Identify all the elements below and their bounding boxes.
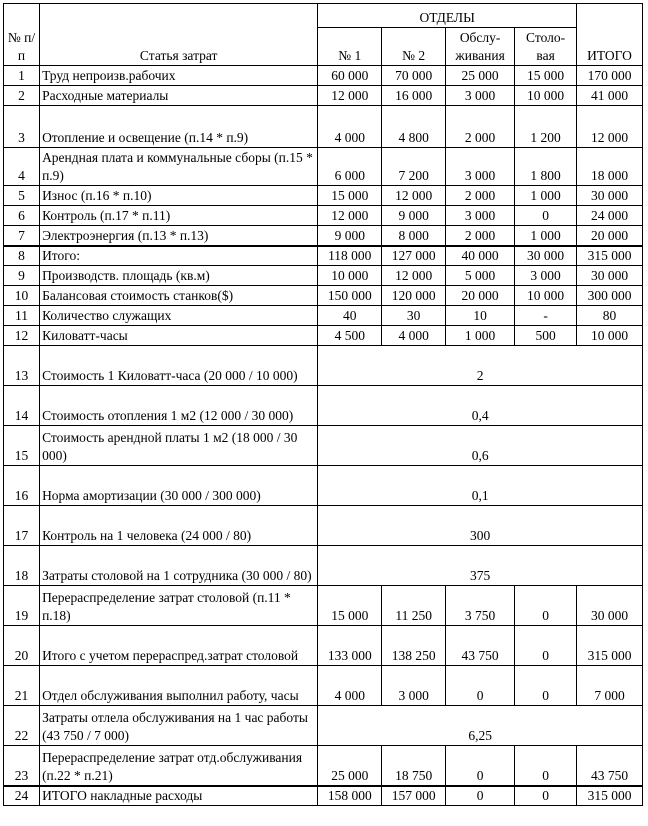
merged-value: 300 (318, 506, 643, 546)
value-dept-service: 1 000 (446, 326, 515, 346)
row-number: 16 (4, 466, 40, 506)
row-number: 7 (4, 226, 40, 246)
row-label: Количество служащих (40, 306, 318, 326)
row-number: 9 (4, 266, 40, 286)
row-label: ИТОГО накладные расходы (40, 786, 318, 806)
header-article: Статья затрат (40, 4, 318, 66)
value-dept-canteen: 1 000 (515, 226, 577, 246)
row-number: 2 (4, 86, 40, 106)
value-dept-canteen: 0 (515, 206, 577, 226)
row-label: Затраты отлела обслуживания на 1 час работы (43 750 / 7 000) (40, 706, 318, 746)
value-dept-canteen: - (515, 306, 577, 326)
value-dept-canteen: 0 (515, 626, 577, 666)
value-dept-2: 4 000 (382, 326, 446, 346)
value-dept-1: 12 000 (318, 206, 382, 226)
table-row (4, 206, 643, 226)
header-dept-2: № 2 (382, 28, 446, 66)
row-label: Перераспределение затрат отд.обслуживания (п.22 * п.21) (40, 746, 318, 786)
cost-allocation-table (3, 3, 643, 806)
header-departments: ОТДЕЛЫ (318, 4, 577, 28)
row-label: Перераспределение затрат столовой (п.11 * п.18) (40, 586, 318, 626)
value-total: 41 000 (577, 86, 643, 106)
merged-value: 2 (318, 346, 643, 386)
row-label: Труд непроизв.рабочих (40, 66, 318, 86)
value-dept-2: 18 750 (382, 746, 446, 786)
row-number: 23 (4, 746, 40, 786)
table-row (4, 746, 643, 786)
row-number: 4 (4, 148, 40, 186)
value-total: 7 000 (577, 666, 643, 706)
row-label: Электроэнергия (п.13 * п.13) (40, 226, 318, 246)
row-number: 20 (4, 626, 40, 666)
value-dept-1: 10 000 (318, 266, 382, 286)
row-number: 6 (4, 206, 40, 226)
value-dept-canteen: 30 000 (515, 246, 577, 266)
table-row (4, 426, 643, 466)
header-dept-service: Обслу-живания (446, 28, 515, 66)
row-number: 18 (4, 546, 40, 586)
value-dept-2: 12 000 (382, 266, 446, 286)
header-row-number: № п/п (4, 4, 40, 66)
row-number: 3 (4, 106, 40, 148)
value-dept-1: 133 000 (318, 626, 382, 666)
row-label: Износ (п.16 * п.10) (40, 186, 318, 206)
value-dept-service: 3 750 (446, 586, 515, 626)
table-row (4, 226, 643, 246)
row-label: Контроль на 1 человека (24 000 / 80) (40, 506, 318, 546)
table-row (4, 666, 643, 706)
value-total: 18 000 (577, 148, 643, 186)
value-total: 170 000 (577, 66, 643, 86)
row-label: Отопление и освещение (п.14 * п.9) (40, 106, 318, 148)
value-total: 300 000 (577, 286, 643, 306)
value-total: 20 000 (577, 226, 643, 246)
table-row (4, 266, 643, 286)
table-row (4, 466, 643, 506)
row-label: Отдел обслуживания выполнил работу, часы (40, 666, 318, 706)
value-dept-service: 3 000 (446, 206, 515, 226)
value-dept-1: 6 000 (318, 148, 382, 186)
header-dept-1: № 1 (318, 28, 382, 66)
value-total: 43 750 (577, 746, 643, 786)
row-label: Киловатт-часы (40, 326, 318, 346)
table-row (4, 306, 643, 326)
value-dept-canteen: 0 (515, 746, 577, 786)
value-dept-service: 3 000 (446, 148, 515, 186)
row-label: Затраты столовой на 1 сотрудника (30 000 / 80) (40, 546, 318, 586)
row-number: 5 (4, 186, 40, 206)
row-number: 24 (4, 786, 40, 806)
value-dept-2: 70 000 (382, 66, 446, 86)
value-total: 30 000 (577, 186, 643, 206)
value-dept-service: 2 000 (446, 186, 515, 206)
value-total: 30 000 (577, 586, 643, 626)
row-number: 11 (4, 306, 40, 326)
value-dept-canteen: 3 000 (515, 266, 577, 286)
row-label: Итого с учетом перераспред.затрат столовой (40, 626, 318, 666)
row-number: 14 (4, 386, 40, 426)
value-dept-1: 60 000 (318, 66, 382, 86)
row-number: 21 (4, 666, 40, 706)
row-label: Производств. площадь (кв.м) (40, 266, 318, 286)
merged-value: 0,4 (318, 386, 643, 426)
table-row (4, 546, 643, 586)
value-dept-2: 127 000 (382, 246, 446, 266)
table-row (4, 86, 643, 106)
merged-value: 0,6 (318, 426, 643, 466)
value-dept-canteen: 0 (515, 586, 577, 626)
table-row (4, 706, 643, 746)
table-row (4, 786, 643, 806)
value-dept-canteen: 15 000 (515, 66, 577, 86)
value-dept-2: 8 000 (382, 226, 446, 246)
row-number: 1 (4, 66, 40, 86)
value-dept-2: 157 000 (382, 786, 446, 806)
value-total: 24 000 (577, 206, 643, 226)
header-dept-canteen: Столо-вая (515, 28, 577, 66)
table-row (4, 286, 643, 306)
value-dept-1: 4 500 (318, 326, 382, 346)
value-dept-1: 4 000 (318, 106, 382, 148)
row-number: 13 (4, 346, 40, 386)
value-total: 12 000 (577, 106, 643, 148)
value-dept-service: 43 750 (446, 626, 515, 666)
value-dept-2: 9 000 (382, 206, 446, 226)
value-dept-service: 20 000 (446, 286, 515, 306)
table-row (4, 66, 643, 86)
row-number: 22 (4, 706, 40, 746)
value-total: 315 000 (577, 786, 643, 806)
value-dept-service: 2 000 (446, 106, 515, 148)
merged-value: 0,1 (318, 466, 643, 506)
value-dept-1: 15 000 (318, 186, 382, 206)
value-dept-2: 7 200 (382, 148, 446, 186)
value-dept-service: 25 000 (446, 66, 515, 86)
value-dept-service: 2 000 (446, 226, 515, 246)
value-dept-service: 0 (446, 786, 515, 806)
value-dept-canteen: 0 (515, 666, 577, 706)
table-row (4, 326, 643, 346)
row-number: 8 (4, 246, 40, 266)
value-dept-1: 118 000 (318, 246, 382, 266)
merged-value: 375 (318, 546, 643, 586)
value-dept-service: 10 (446, 306, 515, 326)
table-row (4, 386, 643, 426)
value-dept-canteen: 10 000 (515, 86, 577, 106)
table-row (4, 148, 643, 186)
merged-value: 6,25 (318, 706, 643, 746)
value-dept-1: 158 000 (318, 786, 382, 806)
value-total: 80 (577, 306, 643, 326)
value-dept-canteen: 1 000 (515, 186, 577, 206)
row-label: Стоимость 1 Киловатт-часа (20 000 / 10 000) (40, 346, 318, 386)
row-label: Итого: (40, 246, 318, 266)
row-number: 15 (4, 426, 40, 466)
row-number: 19 (4, 586, 40, 626)
value-total: 315 000 (577, 626, 643, 666)
value-dept-canteen: 1 800 (515, 148, 577, 186)
value-dept-1: 15 000 (318, 586, 382, 626)
row-number: 12 (4, 326, 40, 346)
value-dept-service: 3 000 (446, 86, 515, 106)
value-dept-2: 4 800 (382, 106, 446, 148)
value-dept-canteen: 0 (515, 786, 577, 806)
value-dept-service: 0 (446, 666, 515, 706)
value-total: 30 000 (577, 266, 643, 286)
row-label: Стоимость отопления 1 м2 (12 000 / 30 000) (40, 386, 318, 426)
value-dept-1: 12 000 (318, 86, 382, 106)
value-dept-2: 30 (382, 306, 446, 326)
row-label: Балансовая стоимость станков($) (40, 286, 318, 306)
row-number: 17 (4, 506, 40, 546)
row-label: Арендная плата и коммунальные сборы (п.15 * п.9) (40, 148, 318, 186)
value-dept-1: 25 000 (318, 746, 382, 786)
table-row (4, 346, 643, 386)
value-dept-2: 3 000 (382, 666, 446, 706)
table-row (4, 246, 643, 266)
value-dept-service: 0 (446, 746, 515, 786)
value-dept-1: 9 000 (318, 226, 382, 246)
row-label: Расходные материалы (40, 86, 318, 106)
value-dept-1: 40 (318, 306, 382, 326)
value-dept-2: 12 000 (382, 186, 446, 206)
row-label: Контроль (п.17 * п.11) (40, 206, 318, 226)
value-total: 315 000 (577, 246, 643, 266)
table-row (4, 586, 643, 626)
value-dept-2: 16 000 (382, 86, 446, 106)
value-dept-1: 4 000 (318, 666, 382, 706)
header-total: ИТОГО (577, 4, 643, 66)
value-dept-1: 150 000 (318, 286, 382, 306)
value-dept-canteen: 500 (515, 326, 577, 346)
value-dept-2: 11 250 (382, 586, 446, 626)
value-dept-service: 5 000 (446, 266, 515, 286)
table-row (4, 626, 643, 666)
row-number: 10 (4, 286, 40, 306)
row-label: Норма амортизации (30 000 / 300 000) (40, 466, 318, 506)
table-row (4, 506, 643, 546)
value-dept-2: 138 250 (382, 626, 446, 666)
value-dept-2: 120 000 (382, 286, 446, 306)
value-dept-service: 40 000 (446, 246, 515, 266)
row-label: Стоимость арендной платы 1 м2 (18 000 / 30 000) (40, 426, 318, 466)
value-total: 10 000 (577, 326, 643, 346)
value-dept-canteen: 1 200 (515, 106, 577, 148)
value-dept-canteen: 10 000 (515, 286, 577, 306)
table-row (4, 106, 643, 148)
table-row (4, 186, 643, 206)
